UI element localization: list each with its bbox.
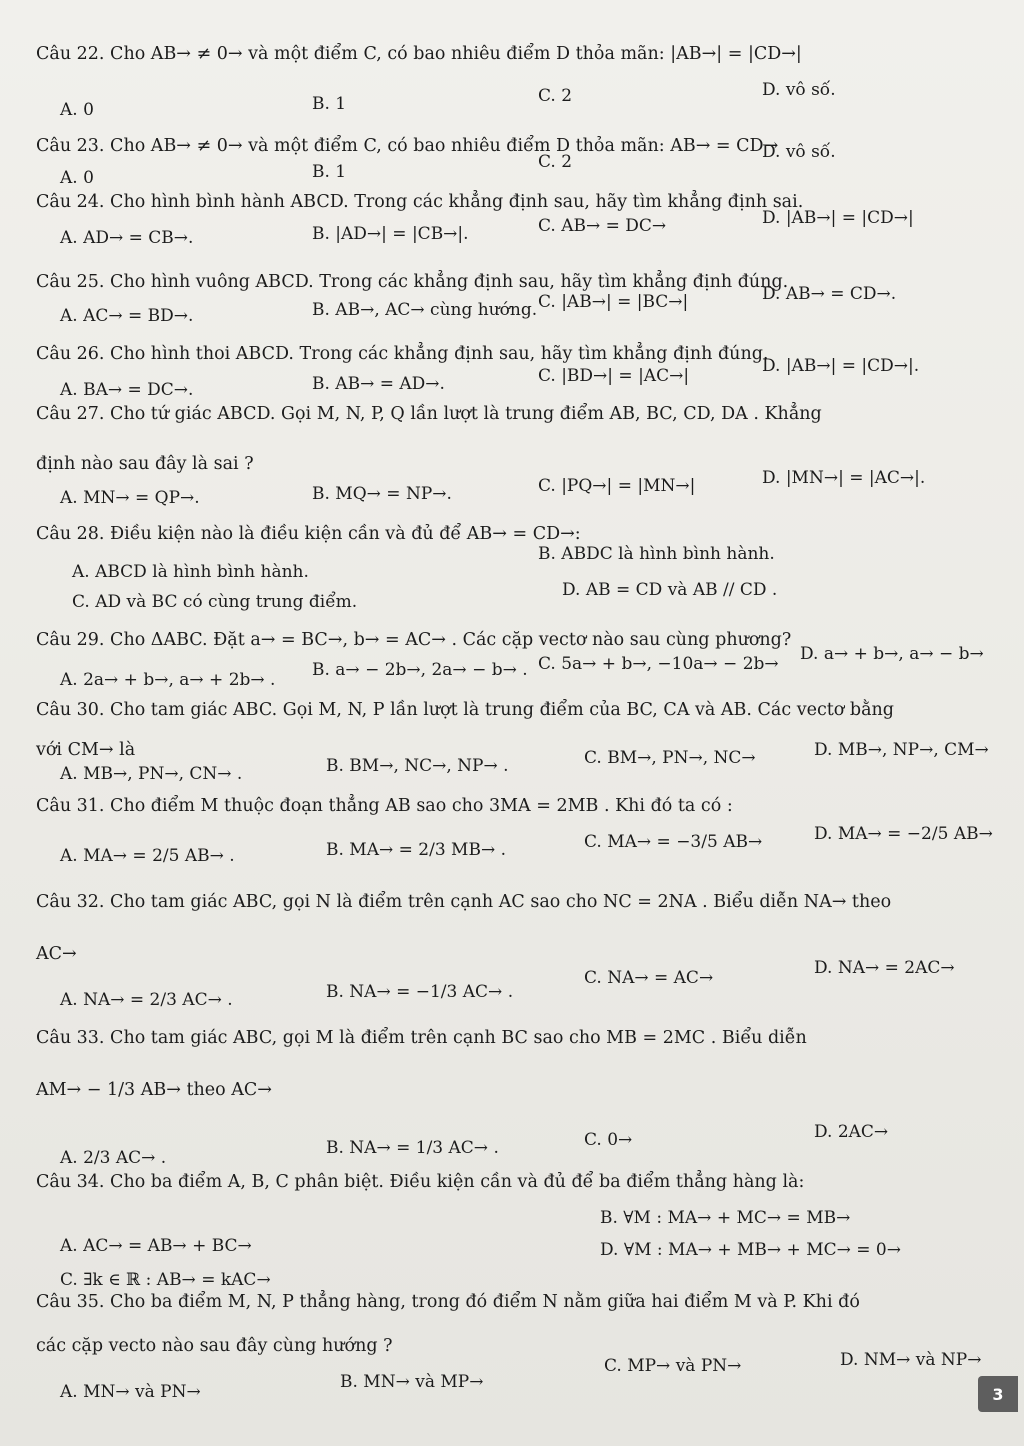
q25-option-b: B. AB→, AC→ cùng hướng.	[312, 300, 538, 320]
q22-option-d: D. vô số.	[762, 80, 836, 100]
q30-option-a: A. MB→, PN→, CN→ .	[60, 764, 243, 784]
q24-option-c: C. AB→ = DC→	[538, 216, 667, 236]
q34-option-b: B. ∀M : MA→ + MC→ = MB→	[600, 1208, 851, 1228]
q31-option-b: B. MA→ = 2/3 MB→ .	[326, 840, 506, 860]
q26-option-b: B. AB→ = AD→.	[312, 374, 445, 394]
question-27-stem: Câu 27. Cho tứ giác ABCD. Gọi M, N, P, Q lần lượt là trung điểm AB, BC, CD, DA . Khẳng	[36, 404, 822, 424]
q29-option-c: C. 5a→ + b→, −10a→ − 2b→	[538, 654, 779, 674]
question-25-stem: Câu 25. Cho hình vuông ABCD. Trong các khẳng định sau, hãy tìm khẳng định đúng.	[36, 272, 789, 292]
q24-option-d: D. |AB→| = |CD→|	[762, 208, 914, 228]
q23-option-b: B. 1	[312, 162, 347, 182]
question-26-stem: Câu 26. Cho hình thoi ABCD. Trong các khẳng định sau, hãy tìm khẳng định đúng.	[36, 344, 769, 364]
q31-option-a: A. MA→ = 2/5 AB→ .	[60, 846, 235, 866]
q27-option-a: A. MN→ = QP→.	[60, 488, 200, 508]
q26-option-a: A. BA→ = DC→.	[60, 380, 194, 400]
question-28-stem: Câu 28. Điều kiện nào là điều kiện cần và đủ để AB→ = CD→:	[36, 524, 581, 544]
question-31-stem: Câu 31. Cho điểm M thuộc đoạn thẳng AB sao cho 3MA = 2MB . Khi đó ta có :	[36, 796, 733, 816]
q24-option-b: B. |AD→| = |CB→|.	[312, 224, 469, 244]
q23-option-d: D. vô số.	[762, 142, 836, 162]
question-33-stem: Câu 33. Cho tam giác ABC, gọi M là điểm trên cạnh BC sao cho MB = 2MC . Biểu diễn	[36, 1028, 807, 1048]
question-33-stem-cont: AM→ − 1/3 AB→ theo AC→	[36, 1080, 272, 1100]
q30-option-b: B. BM→, NC→, NP→ .	[326, 756, 509, 776]
q27-option-c: C. |PQ→| = |MN→|	[538, 476, 696, 496]
question-23-stem: Câu 23. Cho AB→ ≠ 0→ và một điểm C, có bao nhiêu điểm D thỏa mãn: AB→ = CD→	[36, 136, 779, 156]
q29-option-d: D. a→ + b→, a→ − b→	[800, 644, 984, 664]
q26-option-d: D. |AB→| = |CD→|.	[762, 356, 920, 376]
q23-option-c: C. 2	[538, 152, 573, 172]
q28-option-c: C. AD và BC có cùng trung điểm.	[72, 592, 358, 612]
q33-option-b: B. NA→ = 1/3 AC→ .	[326, 1138, 499, 1158]
q31-option-d: D. MA→ = −2/5 AB→	[814, 824, 993, 844]
question-34-stem: Câu 34. Cho ba điểm A, B, C phân biệt. Điều kiện cần và đủ để ba điểm thẳng hàng là:	[36, 1172, 805, 1192]
q34-option-d: D. ∀M : MA→ + MB→ + MC→ = 0→	[600, 1240, 901, 1260]
q31-option-c: C. MA→ = −3/5 AB→	[584, 832, 763, 852]
q22-option-a: A. 0	[60, 100, 94, 120]
q28-option-d: D. AB = CD và AB // CD .	[562, 580, 778, 600]
question-30-stem: Câu 30. Cho tam giác ABC. Gọi M, N, P lần lượt là trung điểm của BC, CA và AB. Các vectơ bằng	[36, 700, 895, 720]
q35-option-a: A. MN→ và PN→	[60, 1382, 201, 1402]
q25-option-c: C. |AB→| = |BC→|	[538, 292, 689, 312]
q35-option-d: D. NM→ và NP→	[840, 1350, 982, 1370]
q27-option-d: D. |MN→| = |AC→|.	[762, 468, 926, 488]
question-35-stem-cont: các cặp vecto nào sau đây cùng hướng ?	[36, 1336, 393, 1356]
q22-option-b: B. 1	[312, 94, 347, 114]
q32-option-c: C. NA→ = AC→	[584, 968, 714, 988]
q34-option-a: A. AC→ = AB→ + BC→	[60, 1236, 252, 1256]
q35-option-c: C. MP→ và PN→	[604, 1356, 742, 1376]
q33-option-d: D. 2AC→	[814, 1122, 889, 1142]
q23-option-a: A. 0	[60, 168, 94, 188]
question-32-stem-cont: AC→	[36, 944, 77, 964]
q29-option-a: A. 2a→ + b→, a→ + 2b→ .	[60, 670, 276, 690]
q35-option-b: B. MN→ và MP→	[340, 1372, 484, 1392]
q27-option-b: B. MQ→ = NP→.	[312, 484, 452, 504]
q24-option-a: A. AD→ = CB→.	[60, 228, 194, 248]
q32-option-b: B. NA→ = −1/3 AC→ .	[326, 982, 514, 1002]
q33-option-c: C. 0→	[584, 1130, 633, 1150]
q30-option-c: C. BM→, PN→, NC→	[584, 748, 756, 768]
question-30-stem-cont: với CM→ là	[36, 740, 136, 760]
question-35-stem: Câu 35. Cho ba điểm M, N, P thẳng hàng, trong đó điểm N nằm giữa hai điểm M và P. Khi đó	[36, 1292, 860, 1312]
page-number: 3	[978, 1376, 1018, 1412]
q26-option-c: C. |BD→| = |AC→|	[538, 366, 690, 386]
q28-option-b: B. ABDC là hình bình hành.	[538, 544, 775, 564]
q25-option-d: D. AB→ = CD→.	[762, 284, 897, 304]
q30-option-d: D. MB→, NP→, CM→	[814, 740, 989, 760]
q34-option-c: C. ∃k ∈ ℝ : AB→ = kAC→	[60, 1270, 271, 1290]
q22-option-c: C. 2	[538, 86, 573, 106]
question-32-stem: Câu 32. Cho tam giác ABC, gọi N là điểm trên cạnh AC sao cho NC = 2NA . Biểu diễn NA→ theo	[36, 892, 892, 912]
q25-option-a: A. AC→ = BD→.	[60, 306, 194, 326]
question-24-stem: Câu 24. Cho hình bình hành ABCD. Trong các khẳng định sau, hãy tìm khẳng định sai.	[36, 192, 804, 212]
question-27-stem-cont: định nào sau đây là sai ?	[36, 454, 254, 474]
question-29-stem: Câu 29. Cho ΔABC. Đặt a→ = BC→, b→ = AC→ . Các cặp vectơ nào sau cùng phương?	[36, 630, 792, 650]
q32-option-d: D. NA→ = 2AC→	[814, 958, 955, 978]
q29-option-b: B. a→ − 2b→, 2a→ − b→ .	[312, 660, 528, 680]
q28-option-a: A. ABCD là hình bình hành.	[72, 562, 309, 582]
q33-option-a: A. 2/3 AC→ .	[60, 1148, 167, 1168]
question-22-stem: Câu 22. Cho AB→ ≠ 0→ và một điểm C, có bao nhiêu điểm D thỏa mãn: |AB→| = |CD→|	[36, 44, 802, 64]
q32-option-a: A. NA→ = 2/3 AC→ .	[60, 990, 233, 1010]
